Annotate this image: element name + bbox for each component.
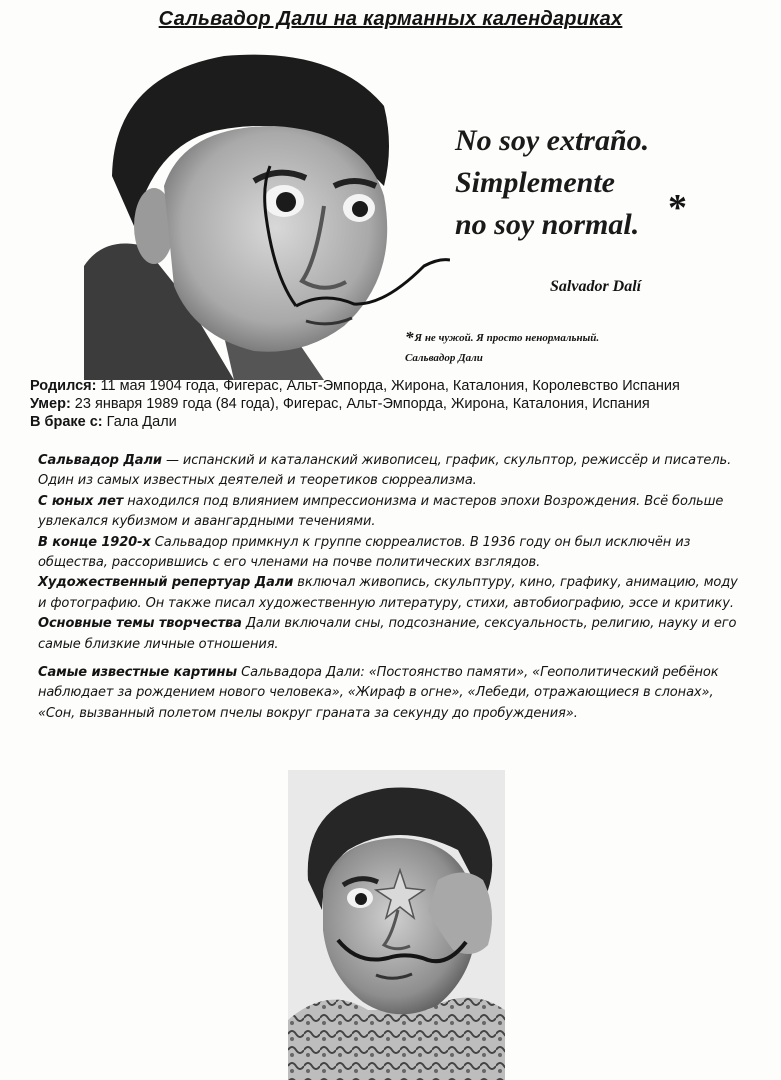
quote-translation: [405, 328, 695, 368]
portrait-photo-top: [84, 36, 450, 380]
paragraph-text: Дали включали сны, подсознание, сексуальность, религию, науку и его самые близкие личные отношения.: [38, 616, 737, 652]
paragraph-repertoire: [38, 573, 738, 614]
paragraph-lead: С юных лет: [38, 493, 124, 509]
paragraph-lead: Сальвадор Дали: [38, 453, 162, 468]
died-value: 23 января 1989 года (84 года), Фигерас, Альт-Эмпорда, Жирона, Каталония, Испания: [70, 396, 650, 412]
born-label: Родился:: [30, 378, 97, 394]
portrait-photo-bottom: [288, 770, 505, 1080]
paragraph-youth: [38, 492, 738, 533]
bio-died: [30, 395, 775, 413]
paragraph-lead: Основные темы творчества: [38, 616, 242, 632]
paragraph-text: находился под влиянием импрессионизма и мастеров эпохи Возрождения. Всё больше увлекался кубизмом и авангардными течениями.: [38, 493, 724, 530]
paragraph-intro: [38, 451, 738, 492]
paragraph-surrealism: [38, 533, 738, 574]
translation-signature: Сальвадор Дали: [405, 352, 483, 364]
paragraph-text: Сальвадора Дали: «Постоянство памяти», «Геополитический ребёнок наблюдает за рождением нового человека», «Жираф в огне», «Лебеди, отражающиеся в слонах», «Сон, вызванный полетом пчелы вокруг граната за секунду до пробуждения».: [38, 665, 719, 721]
bio-born: [30, 377, 775, 395]
paragraph-text: включал живопись, скульптуру, кино, графику, анимацию, моду и фотографию. Он также писал художественную литературу, стихи, автобиографию, эссе и критику.: [38, 575, 738, 611]
paragraph-lead: В конце 1920-х: [38, 534, 151, 550]
spanish-quote: [455, 120, 775, 246]
paragraph-paintings: [38, 663, 738, 724]
quote-asterisk: *: [668, 187, 687, 229]
bio-spouse: [30, 413, 775, 431]
paragraph-text: Сальвадор примкнул к группе сюрреалистов. В 1936 году он был исключён из общества, рассорившись с его членами на почве политических взглядов.: [38, 534, 691, 571]
spouse-label: В браке с:: [30, 414, 103, 430]
quote-line-2: Simplemente: [455, 166, 615, 199]
translation-text: Я не чужой. Я просто ненормальный.: [414, 332, 600, 344]
paragraph-text: — испанский и каталанский живописец, график, скульптор, режиссёр и писатель. Один из самых известных деятелей и теоретиков сюрреализма.: [38, 453, 732, 489]
paragraph-themes: [38, 614, 738, 655]
quote-line-1: No soy extraño.: [455, 124, 650, 157]
paragraph-lead: Самые известные картины: [38, 665, 238, 681]
died-label: Умер:: [30, 396, 71, 412]
spouse-value: Гала Дали: [102, 414, 177, 430]
translation-star: *: [405, 328, 414, 347]
biography-text: [38, 451, 738, 724]
born-value: 11 мая 1904 года, Фигерас, Альт-Эмпорда, Жирона, Каталония, Королевство Испания: [96, 378, 680, 394]
paragraph-lead: Художественный репертуар Дали: [38, 575, 294, 591]
bio-facts: [30, 377, 775, 431]
page-title: Сальвадор Дали на карманных календариках: [158, 8, 623, 30]
quote-signature: Salvador Dalí: [550, 278, 642, 295]
quote-line-3: no soy normal.: [455, 208, 640, 241]
